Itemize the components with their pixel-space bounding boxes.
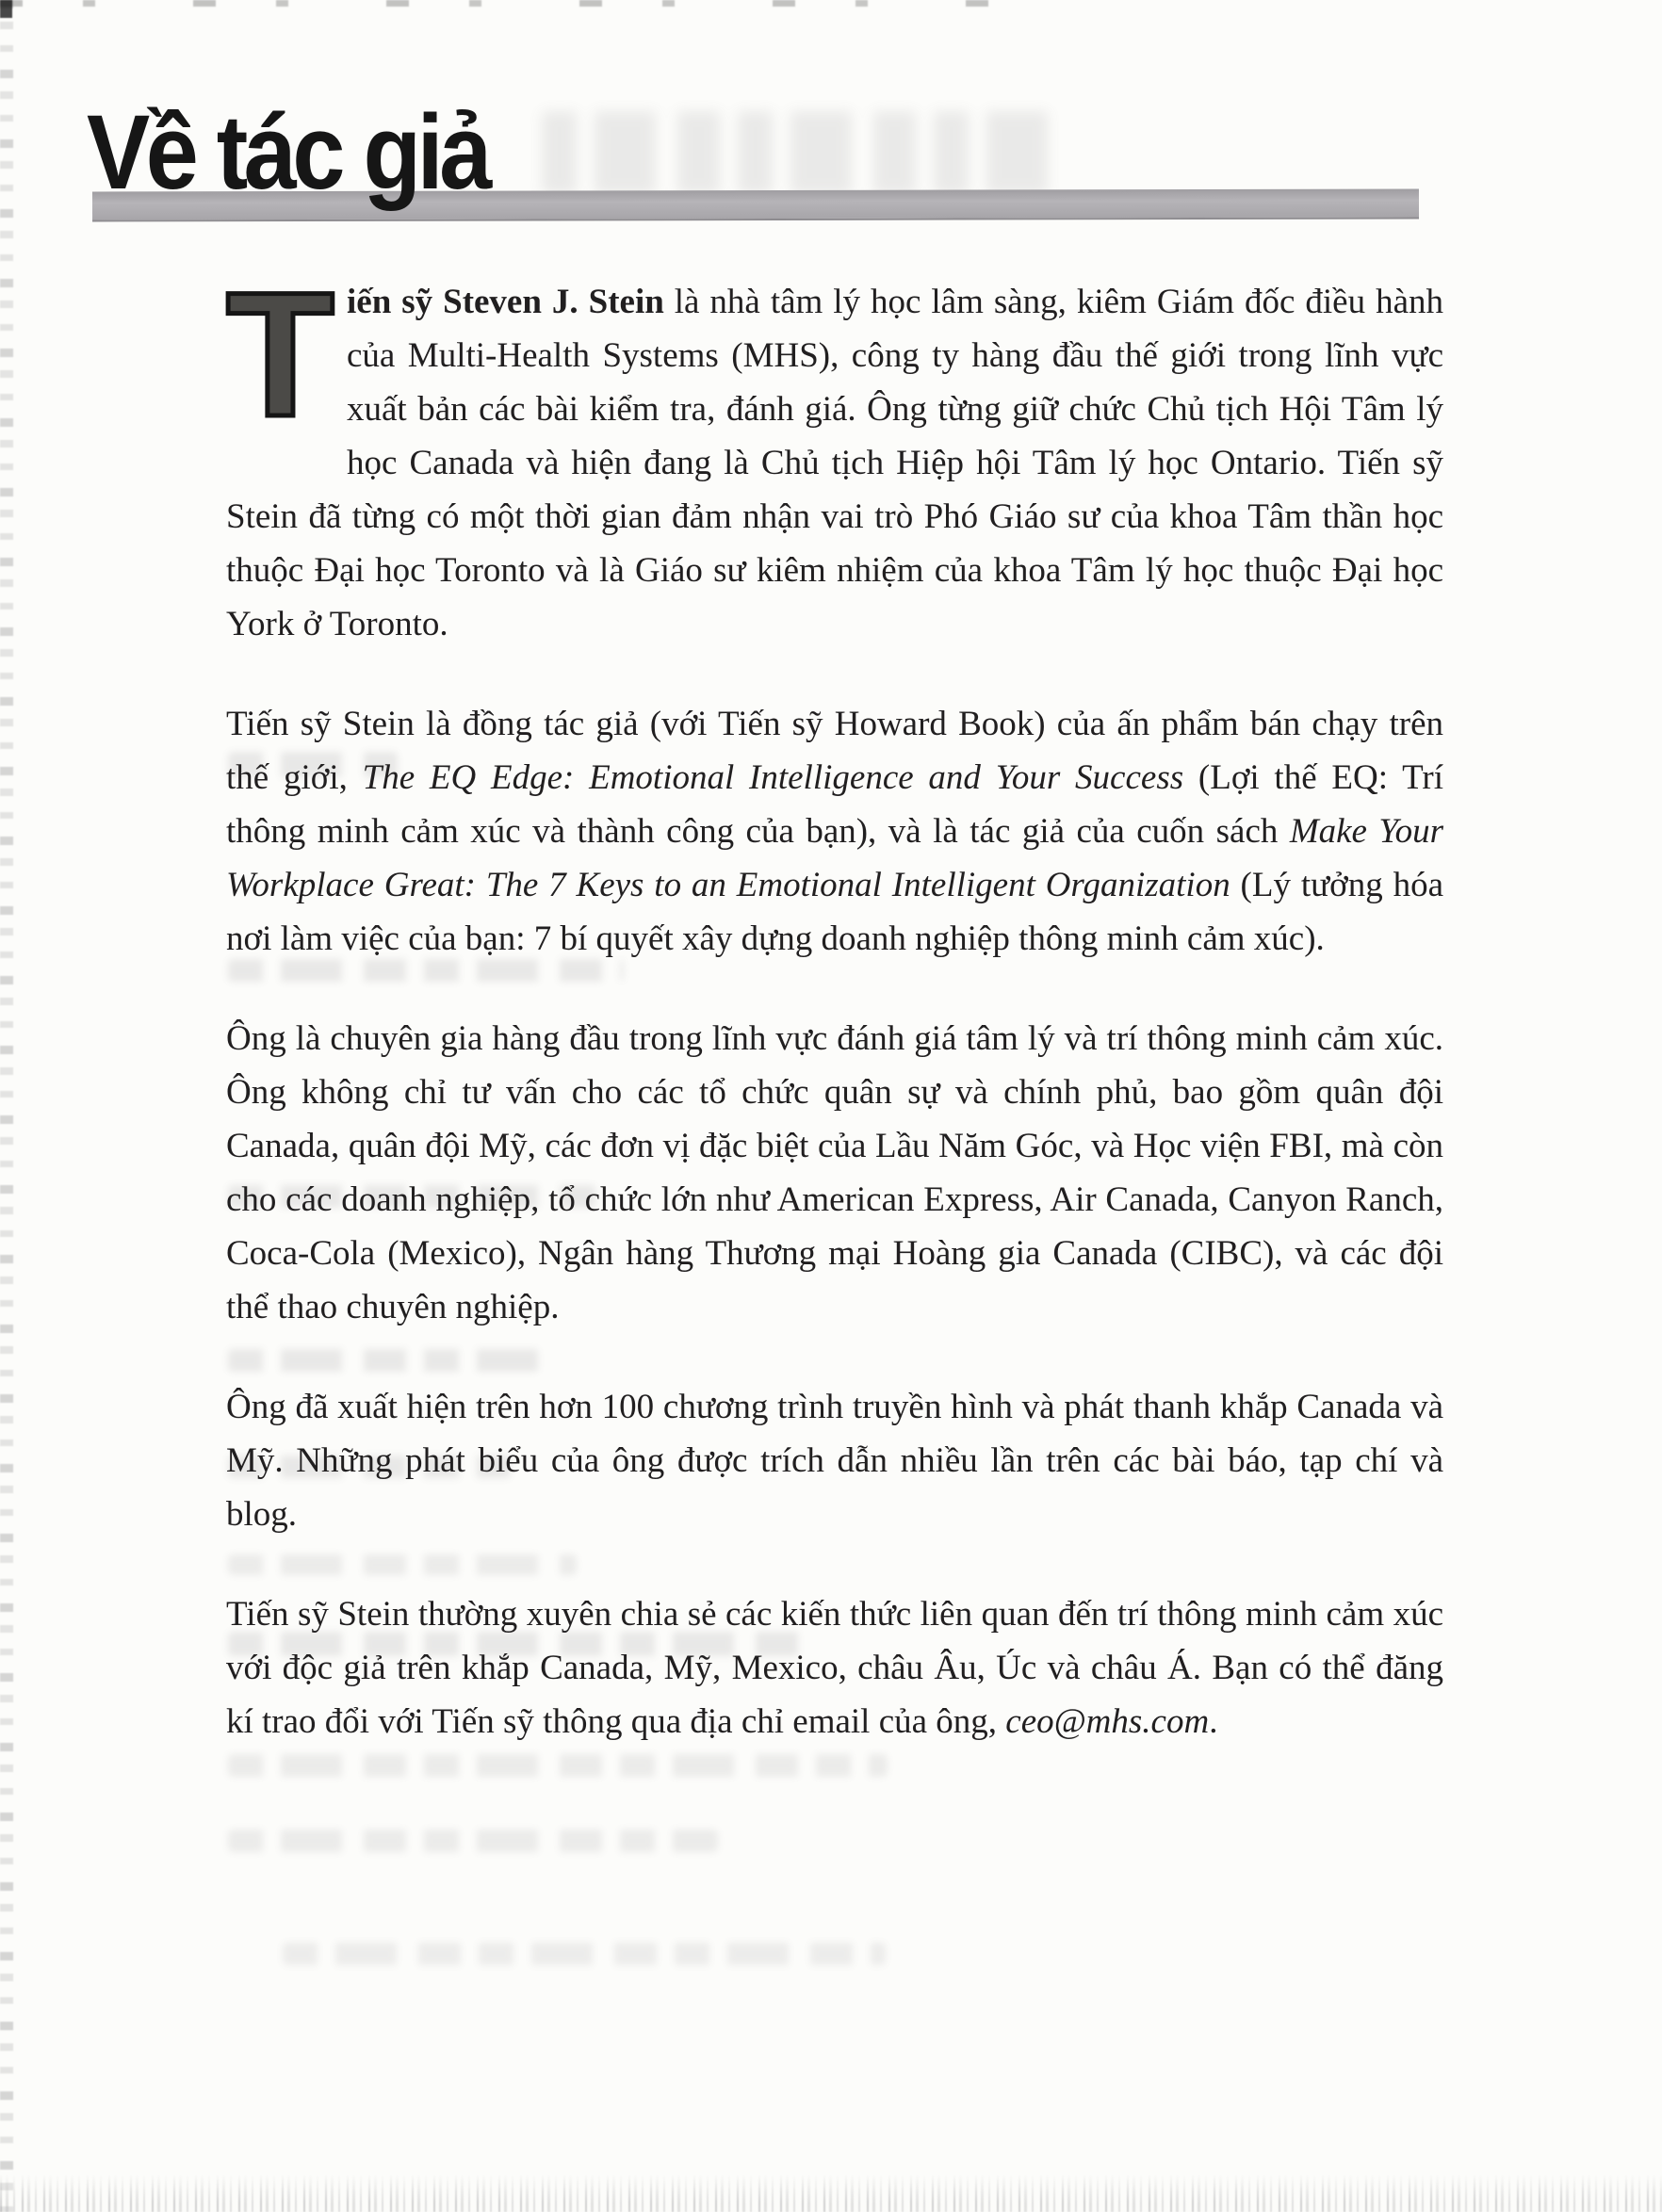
scan-edge-noise-left bbox=[0, 0, 13, 2212]
page-title: Về tác giả bbox=[87, 93, 488, 211]
text-run: Tiến sỹ Stein thường xuyên chia sẻ các kiến thức liên quan đến trí thông minh cảm xúc với độc giả trên khắp Canada, Mỹ, Mexico, châu Âu, Úc và châu Á. Bạn có thể đăng kí trao đổi với Tiến sỹ thông qua địa chỉ email của ông, bbox=[226, 1595, 1443, 1741]
scan-edge-noise-top bbox=[0, 0, 1031, 7]
scan-edge-noise-bottom bbox=[0, 2174, 1662, 2212]
paragraph bbox=[226, 255, 1443, 651]
text-run: . bbox=[1209, 1702, 1218, 1741]
about-author-body bbox=[226, 255, 1444, 1748]
showthrough-ghost-text bbox=[283, 1943, 886, 1965]
text-run: ceo@mhs.com bbox=[1005, 1702, 1210, 1741]
text-run: (Lợi thế EQ: Trí thông minh cảm xúc và thành công của bạn), và là tác giả của cuốn sách bbox=[226, 758, 1444, 851]
paragraph bbox=[226, 1587, 1443, 1748]
paragraph bbox=[226, 1380, 1443, 1541]
paragraph bbox=[226, 1012, 1443, 1334]
showthrough-ghost-text bbox=[228, 1754, 888, 1777]
text-run: Ông là chuyên gia hàng đầu trong lĩnh vực đánh giá tâm lý và trí thông minh cảm xúc. Ông không chỉ tư vấn cho các tổ chức quân sự và chính phủ, bao gồm quân đội Canada, quân đội Mỹ, các đơn vị đặc biệt của Lầu Năm Góc, và Học viện FBI, mà còn cho các doanh nghiệp, tổ chức lớn như American Express, Air Canada, Canyon Ranch, Coca-Cola (Mexico), Ngân hàng Thương mại Hoàng gia Canada (CIBC), và các đội thể thao chuyên nghiệp. bbox=[226, 1019, 1443, 1326]
text-run: Tiến sỹ Stein là đồng tác giả (với Tiến sỹ Howard Book) của ấn phẩm bán chạy trên thế giới, bbox=[226, 705, 1443, 797]
scan-corner-mark bbox=[0, 0, 12, 18]
text-run: iến sỹ Steven J. Stein bbox=[347, 283, 664, 321]
text-run: Ông đã xuất hiện trên hơn 100 chương trình truyền hình và phát thanh khắp Canada và Mỹ. Những phát biểu của ông được trích dẫn nhiều lần trên các bài báo, tạp chí và blog. bbox=[226, 1388, 1443, 1534]
drop-cap: T bbox=[226, 255, 334, 453]
showthrough-ghost-text bbox=[542, 111, 1069, 194]
paragraph bbox=[226, 697, 1443, 966]
showthrough-ghost-text bbox=[228, 1830, 718, 1852]
text-run: The EQ Edge: Emotional Intelligence and Your Success bbox=[362, 758, 1184, 797]
text-run: là nhà tâm lý học lâm sàng, kiêm Giám đốc điều hành của Multi-Health Systems (MHS), công ty hàng đầu thế giới trong lĩnh vực xuất bản các bài kiểm tra, đánh giá. Ông từng giữ chức Chủ tịch Hội Tâm lý học Canada và hiện đang là Chủ tịch Hiệp hội Tâm lý học Ontario. Tiến sỹ Stein đã từng có một thời gian đảm nhận vai trò Phó Giáo sư của khoa Tâm thần học thuộc Đại học Toronto và là Giáo sư kiêm nhiệm của khoa Tâm lý học thuộc Đại học York ở Toronto. bbox=[226, 283, 1443, 643]
text-run: Make Your Workplace Great: The 7 Keys to an Emotional Intelligent Organization bbox=[226, 812, 1444, 904]
text-run: (Lý tưởng hóa nơi làm việc của bạn: 7 bí quyết xây dựng doanh nghiệp thông minh cảm xúc). bbox=[226, 866, 1443, 958]
